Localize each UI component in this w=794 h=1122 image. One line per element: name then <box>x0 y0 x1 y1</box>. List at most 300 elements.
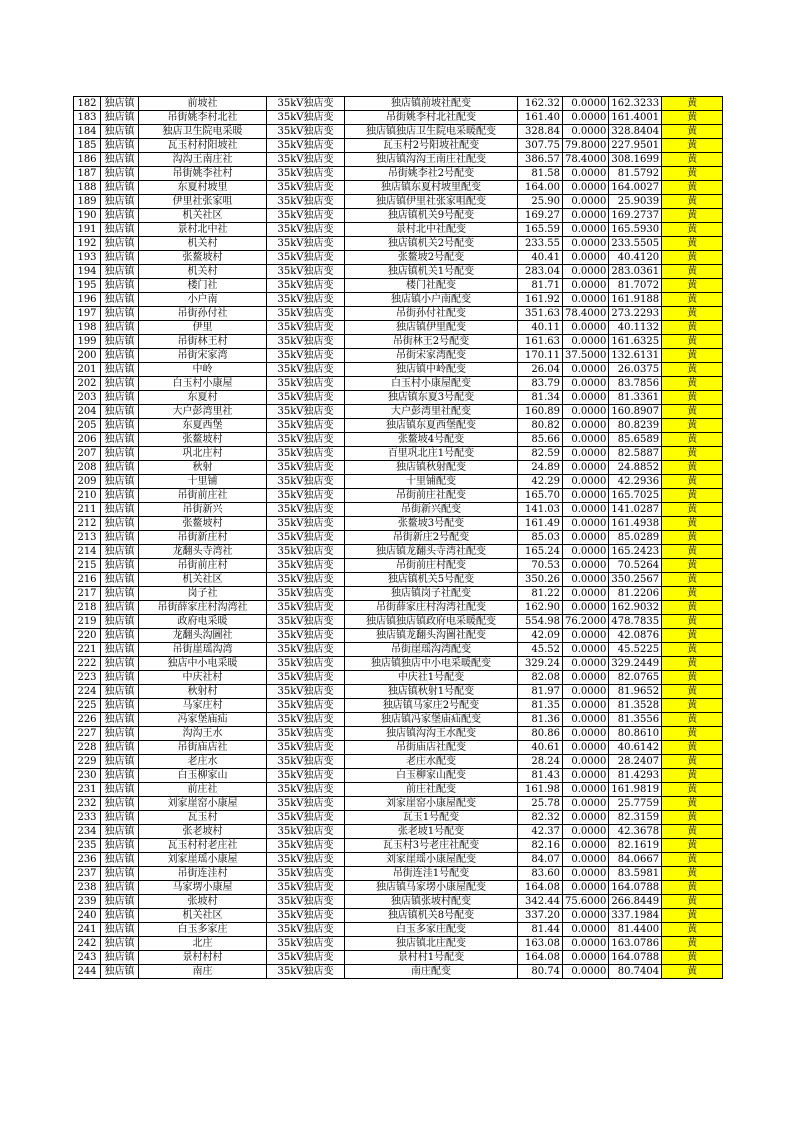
table-row <box>74 937 723 951</box>
row-number-cell: 207 <box>74 447 101 461</box>
town-cell: 独店镇 <box>101 825 139 839</box>
table-row <box>74 867 723 881</box>
substation-cell: 35kV独店变 <box>267 741 345 755</box>
value-c-cell: 84.0667 <box>609 853 662 867</box>
location-cell: 张鳌坡村 <box>139 517 267 531</box>
level-cell: 黄 <box>662 951 723 965</box>
location-cell: 伊里社张家咀 <box>139 195 267 209</box>
value-b-cell: 0.0000 <box>563 279 609 293</box>
value-c-cell: 81.3556 <box>609 713 662 727</box>
row-number-cell: 235 <box>74 839 101 853</box>
value-b-cell: 0.0000 <box>563 643 609 657</box>
substation-cell: 35kV独店变 <box>267 111 345 125</box>
substation-cell: 35kV独店变 <box>267 951 345 965</box>
table-row <box>74 895 723 909</box>
town-cell: 独店镇 <box>101 657 139 671</box>
location-cell: 南庄 <box>139 965 267 979</box>
town-cell: 独店镇 <box>101 741 139 755</box>
value-a-cell: 81.34 <box>518 391 563 405</box>
value-b-cell: 0.0000 <box>563 209 609 223</box>
transformer-cell: 独店镇独店卫生院电采暖配变 <box>345 125 518 139</box>
transformer-cell: 吊街宋家湾配变 <box>345 349 518 363</box>
substation-cell: 35kV独店变 <box>267 125 345 139</box>
row-number-cell: 191 <box>74 223 101 237</box>
table-row <box>74 853 723 867</box>
row-number-cell: 237 <box>74 867 101 881</box>
substation-cell: 35kV独店变 <box>267 559 345 573</box>
table-row <box>74 475 723 489</box>
level-cell: 黄 <box>662 195 723 209</box>
table-row <box>74 321 723 335</box>
location-cell: 老庄水 <box>139 755 267 769</box>
value-c-cell: 141.0287 <box>609 503 662 517</box>
value-b-cell: 0.0000 <box>563 559 609 573</box>
transformer-cell: 吊街前庄社配变 <box>345 489 518 503</box>
substation-cell: 35kV独店变 <box>267 699 345 713</box>
location-cell: 吊街新庄村 <box>139 531 267 545</box>
value-b-cell: 0.0000 <box>563 909 609 923</box>
value-a-cell: 161.92 <box>518 293 563 307</box>
level-cell: 黄 <box>662 307 723 321</box>
value-a-cell: 80.82 <box>518 419 563 433</box>
location-cell: 龙翻头沟圖社 <box>139 629 267 643</box>
transformer-cell: 白玉柳家山配变 <box>345 769 518 783</box>
value-a-cell: 164.08 <box>518 951 563 965</box>
substation-cell: 35kV独店变 <box>267 335 345 349</box>
table-row <box>74 153 723 167</box>
value-c-cell: 164.0027 <box>609 181 662 195</box>
table-row <box>74 951 723 965</box>
table-row <box>74 139 723 153</box>
town-cell: 独店镇 <box>101 811 139 825</box>
value-c-cell: 82.3159 <box>609 811 662 825</box>
town-cell: 独店镇 <box>101 209 139 223</box>
town-cell: 独店镇 <box>101 321 139 335</box>
transformer-cell: 吊街新庄2号配变 <box>345 531 518 545</box>
value-c-cell: 81.7072 <box>609 279 662 293</box>
value-b-cell: 0.0000 <box>563 377 609 391</box>
town-cell: 独店镇 <box>101 223 139 237</box>
substation-cell: 35kV独店变 <box>267 433 345 447</box>
substation-cell: 35kV独店变 <box>267 447 345 461</box>
location-cell: 东夏西堡 <box>139 419 267 433</box>
value-a-cell: 161.63 <box>518 335 563 349</box>
location-cell: 吊街姚李村北社 <box>139 111 267 125</box>
value-c-cell: 82.1619 <box>609 839 662 853</box>
value-a-cell: 80.74 <box>518 965 563 979</box>
location-cell: 机关社区 <box>139 909 267 923</box>
town-cell: 独店镇 <box>101 965 139 979</box>
transformer-cell: 吊街姚李村北社配变 <box>345 111 518 125</box>
level-cell: 黄 <box>662 531 723 545</box>
transformer-cell: 吊街姚李社2号配变 <box>345 167 518 181</box>
location-cell: 张鳌坡村 <box>139 433 267 447</box>
row-number-cell: 197 <box>74 307 101 321</box>
value-b-cell: 0.0000 <box>563 755 609 769</box>
value-a-cell: 164.00 <box>518 181 563 195</box>
row-number-cell: 215 <box>74 559 101 573</box>
town-cell: 独店镇 <box>101 769 139 783</box>
location-cell: 十里铺 <box>139 475 267 489</box>
location-cell: 瓦玉村村阳坡社 <box>139 139 267 153</box>
level-cell: 黄 <box>662 797 723 811</box>
town-cell: 独店镇 <box>101 447 139 461</box>
substation-cell: 35kV独店变 <box>267 153 345 167</box>
transformer-cell: 独店镇秋射1号配变 <box>345 685 518 699</box>
substation-cell: 35kV独店变 <box>267 475 345 489</box>
location-cell: 刘家崖窑小康屋 <box>139 797 267 811</box>
value-a-cell: 165.24 <box>518 545 563 559</box>
transformer-cell: 独店镇机关9号配变 <box>345 209 518 223</box>
transformer-cell: 独店镇马家庄2号配变 <box>345 699 518 713</box>
value-a-cell: 26.04 <box>518 363 563 377</box>
value-b-cell: 0.0000 <box>563 433 609 447</box>
location-cell: 机关村 <box>139 237 267 251</box>
value-c-cell: 25.7759 <box>609 797 662 811</box>
value-a-cell: 141.03 <box>518 503 563 517</box>
row-number-cell: 238 <box>74 881 101 895</box>
town-cell: 独店镇 <box>101 545 139 559</box>
value-c-cell: 160.8907 <box>609 405 662 419</box>
location-cell: 机关社区 <box>139 209 267 223</box>
value-c-cell: 82.0765 <box>609 671 662 685</box>
location-cell: 秋射村 <box>139 685 267 699</box>
table-row <box>74 405 723 419</box>
town-cell: 独店镇 <box>101 181 139 195</box>
value-c-cell: 24.8852 <box>609 461 662 475</box>
table-row <box>74 265 723 279</box>
transformer-cell: 独店镇龙翻头沟圖社配变 <box>345 629 518 643</box>
level-cell: 黄 <box>662 685 723 699</box>
substation-cell: 35kV独店变 <box>267 671 345 685</box>
transformer-cell: 独店镇东夏3号配变 <box>345 391 518 405</box>
town-cell: 独店镇 <box>101 335 139 349</box>
table-row <box>74 783 723 797</box>
value-b-cell: 78.4000 <box>563 153 609 167</box>
value-a-cell: 42.37 <box>518 825 563 839</box>
value-c-cell: 169.2737 <box>609 209 662 223</box>
level-cell: 黄 <box>662 769 723 783</box>
table-row <box>74 517 723 531</box>
table-row <box>74 167 723 181</box>
table-row <box>74 769 723 783</box>
substation-cell: 35kV独店变 <box>267 811 345 825</box>
town-cell: 独店镇 <box>101 97 139 111</box>
location-cell: 白玉多家庄 <box>139 923 267 937</box>
value-c-cell: 81.9652 <box>609 685 662 699</box>
transformer-cell: 中庆社1号配变 <box>345 671 518 685</box>
level-cell: 黄 <box>662 489 723 503</box>
row-number-cell: 205 <box>74 419 101 433</box>
substation-cell: 35kV独店变 <box>267 769 345 783</box>
transformer-cell: 独店镇小户南配变 <box>345 293 518 307</box>
level-cell: 黄 <box>662 699 723 713</box>
town-cell: 独店镇 <box>101 601 139 615</box>
transformer-cell: 张老坡1号配变 <box>345 825 518 839</box>
value-b-cell: 0.0000 <box>563 111 609 125</box>
table-row <box>74 237 723 251</box>
value-b-cell: 0.0000 <box>563 629 609 643</box>
substation-cell: 35kV独店变 <box>267 97 345 111</box>
substation-cell: 35kV独店变 <box>267 139 345 153</box>
location-cell: 吊街林王村 <box>139 335 267 349</box>
row-number-cell: 233 <box>74 811 101 825</box>
level-cell: 黄 <box>662 433 723 447</box>
location-cell: 吊街连洼村 <box>139 867 267 881</box>
town-cell: 独店镇 <box>101 573 139 587</box>
value-b-cell: 0.0000 <box>563 363 609 377</box>
table-row <box>74 909 723 923</box>
transformer-cell: 刘家崖窑小康屋配变 <box>345 797 518 811</box>
location-cell: 张坡村 <box>139 895 267 909</box>
value-a-cell: 45.52 <box>518 643 563 657</box>
level-cell: 黄 <box>662 727 723 741</box>
value-c-cell: 161.6325 <box>609 335 662 349</box>
table-row <box>74 279 723 293</box>
level-cell: 黄 <box>662 363 723 377</box>
row-number-cell: 212 <box>74 517 101 531</box>
table-row <box>74 811 723 825</box>
level-cell: 黄 <box>662 97 723 111</box>
table-row <box>74 251 723 265</box>
town-cell: 独店镇 <box>101 923 139 937</box>
level-cell: 黄 <box>662 867 723 881</box>
location-cell: 白玉柳家山 <box>139 769 267 783</box>
transformer-cell: 独店镇岗子社配变 <box>345 587 518 601</box>
value-a-cell: 81.44 <box>518 923 563 937</box>
table-row <box>74 209 723 223</box>
location-cell: 秋射 <box>139 461 267 475</box>
level-cell: 黄 <box>662 503 723 517</box>
row-number-cell: 232 <box>74 797 101 811</box>
location-cell: 前坡社 <box>139 97 267 111</box>
substation-cell: 35kV独店变 <box>267 545 345 559</box>
table-row <box>74 615 723 629</box>
value-c-cell: 81.2206 <box>609 587 662 601</box>
substation-cell: 35kV独店变 <box>267 601 345 615</box>
substation-cell: 35kV独店变 <box>267 167 345 181</box>
value-b-cell: 0.0000 <box>563 587 609 601</box>
town-cell: 独店镇 <box>101 699 139 713</box>
location-cell: 吊街孙付社 <box>139 307 267 321</box>
table-row <box>74 559 723 573</box>
level-cell: 黄 <box>662 237 723 251</box>
value-b-cell: 0.0000 <box>563 335 609 349</box>
value-c-cell: 42.3678 <box>609 825 662 839</box>
level-cell: 黄 <box>662 419 723 433</box>
level-cell: 黄 <box>662 895 723 909</box>
town-cell: 独店镇 <box>101 671 139 685</box>
row-number-cell: 185 <box>74 139 101 153</box>
row-number-cell: 231 <box>74 783 101 797</box>
value-c-cell: 40.1132 <box>609 321 662 335</box>
level-cell: 黄 <box>662 853 723 867</box>
level-cell: 黄 <box>662 335 723 349</box>
level-cell: 黄 <box>662 111 723 125</box>
location-cell: 独店中小电采暖 <box>139 657 267 671</box>
value-c-cell: 85.6589 <box>609 433 662 447</box>
table-row <box>74 377 723 391</box>
level-cell: 黄 <box>662 475 723 489</box>
town-cell: 独店镇 <box>101 405 139 419</box>
substation-cell: 35kV独店变 <box>267 209 345 223</box>
level-cell: 黄 <box>662 559 723 573</box>
town-cell: 独店镇 <box>101 125 139 139</box>
level-cell: 黄 <box>662 643 723 657</box>
value-a-cell: 161.98 <box>518 783 563 797</box>
row-number-cell: 242 <box>74 937 101 951</box>
substation-cell: 35kV独店变 <box>267 587 345 601</box>
town-cell: 独店镇 <box>101 755 139 769</box>
row-number-cell: 228 <box>74 741 101 755</box>
town-cell: 独店镇 <box>101 867 139 881</box>
table-row <box>74 601 723 615</box>
table-row <box>74 195 723 209</box>
town-cell: 独店镇 <box>101 643 139 657</box>
value-c-cell: 80.8610 <box>609 727 662 741</box>
location-cell: 巩北庄村 <box>139 447 267 461</box>
transformer-cell: 景村村1号配变 <box>345 951 518 965</box>
row-number-cell: 200 <box>74 349 101 363</box>
value-b-cell: 37.5000 <box>563 349 609 363</box>
location-cell: 吊街前庄社 <box>139 489 267 503</box>
value-c-cell: 42.2936 <box>609 475 662 489</box>
value-c-cell: 83.5981 <box>609 867 662 881</box>
level-cell: 黄 <box>662 657 723 671</box>
value-b-cell: 0.0000 <box>563 265 609 279</box>
level-cell: 黄 <box>662 125 723 139</box>
value-c-cell: 45.5225 <box>609 643 662 657</box>
row-number-cell: 213 <box>74 531 101 545</box>
value-a-cell: 81.58 <box>518 167 563 181</box>
table-row <box>74 363 723 377</box>
value-a-cell: 82.32 <box>518 811 563 825</box>
value-c-cell: 164.0788 <box>609 951 662 965</box>
table-row <box>74 433 723 447</box>
substation-cell: 35kV独店变 <box>267 853 345 867</box>
location-cell: 岗子社 <box>139 587 267 601</box>
substation-cell: 35kV独店变 <box>267 895 345 909</box>
value-c-cell: 328.8404 <box>609 125 662 139</box>
value-b-cell: 0.0000 <box>563 167 609 181</box>
location-cell: 马家塄小康屋 <box>139 881 267 895</box>
transformer-cell: 吊街崖瑶沟湾配变 <box>345 643 518 657</box>
value-b-cell: 0.0000 <box>563 237 609 251</box>
transformer-cell: 瓦玉村2号阳坡社配变 <box>345 139 518 153</box>
transformer-cell: 吊街连洼1号配变 <box>345 867 518 881</box>
transformer-cell: 吊街林王2号配变 <box>345 335 518 349</box>
table-row <box>74 657 723 671</box>
row-number-cell: 221 <box>74 643 101 657</box>
value-c-cell: 283.0361 <box>609 265 662 279</box>
value-a-cell: 161.49 <box>518 517 563 531</box>
row-number-cell: 214 <box>74 545 101 559</box>
value-a-cell: 81.22 <box>518 587 563 601</box>
transformer-cell: 独店镇冯家堡庙疝配变 <box>345 713 518 727</box>
level-cell: 黄 <box>662 517 723 531</box>
substation-cell: 35kV独店变 <box>267 965 345 979</box>
location-cell: 张鳌坡村 <box>139 251 267 265</box>
substation-cell: 35kV独店变 <box>267 629 345 643</box>
value-c-cell: 161.9188 <box>609 293 662 307</box>
transformer-cell: 瓦玉1号配变 <box>345 811 518 825</box>
value-a-cell: 554.98 <box>518 615 563 629</box>
value-c-cell: 26.0375 <box>609 363 662 377</box>
transformer-cell: 百里巩北庄1号配变 <box>345 447 518 461</box>
substation-cell: 35kV独店变 <box>267 461 345 475</box>
level-cell: 黄 <box>662 811 723 825</box>
transformer-cell: 吊街新兴配变 <box>345 503 518 517</box>
table-row <box>74 489 723 503</box>
row-number-cell: 183 <box>74 111 101 125</box>
row-number-cell: 217 <box>74 587 101 601</box>
value-a-cell: 81.71 <box>518 279 563 293</box>
level-cell: 黄 <box>662 265 723 279</box>
row-number-cell: 203 <box>74 391 101 405</box>
value-b-cell: 0.0000 <box>563 601 609 615</box>
value-b-cell: 0.0000 <box>563 419 609 433</box>
town-cell: 独店镇 <box>101 251 139 265</box>
value-c-cell: 81.5792 <box>609 167 662 181</box>
row-number-cell: 219 <box>74 615 101 629</box>
row-number-cell: 234 <box>74 825 101 839</box>
value-b-cell: 76.2000 <box>563 615 609 629</box>
value-a-cell: 25.78 <box>518 797 563 811</box>
town-cell: 独店镇 <box>101 797 139 811</box>
town-cell: 独店镇 <box>101 265 139 279</box>
level-cell: 黄 <box>662 447 723 461</box>
town-cell: 独店镇 <box>101 615 139 629</box>
transformer-cell: 独店镇机关8号配变 <box>345 909 518 923</box>
level-cell: 黄 <box>662 923 723 937</box>
town-cell: 独店镇 <box>101 937 139 951</box>
value-c-cell: 70.5264 <box>609 559 662 573</box>
level-cell: 黄 <box>662 167 723 181</box>
value-a-cell: 163.08 <box>518 937 563 951</box>
value-b-cell: 0.0000 <box>563 699 609 713</box>
town-cell: 独店镇 <box>101 853 139 867</box>
value-c-cell: 80.7404 <box>609 965 662 979</box>
value-b-cell: 0.0000 <box>563 125 609 139</box>
level-cell: 黄 <box>662 251 723 265</box>
row-number-cell: 225 <box>74 699 101 713</box>
value-a-cell: 329.24 <box>518 657 563 671</box>
level-cell: 黄 <box>662 209 723 223</box>
row-number-cell: 240 <box>74 909 101 923</box>
town-cell: 独店镇 <box>101 307 139 321</box>
table-row <box>74 713 723 727</box>
substation-cell: 35kV独店变 <box>267 391 345 405</box>
value-c-cell: 81.3361 <box>609 391 662 405</box>
table-row <box>74 727 723 741</box>
value-b-cell: 78.4000 <box>563 307 609 321</box>
value-c-cell: 233.5505 <box>609 237 662 251</box>
value-a-cell: 81.36 <box>518 713 563 727</box>
substation-cell: 35kV独店变 <box>267 825 345 839</box>
value-c-cell: 81.4293 <box>609 769 662 783</box>
value-b-cell: 0.0000 <box>563 727 609 741</box>
row-number-cell: 220 <box>74 629 101 643</box>
value-b-cell: 0.0000 <box>563 503 609 517</box>
value-b-cell: 0.0000 <box>563 251 609 265</box>
location-cell: 吊街薛家庄村沟湾社 <box>139 601 267 615</box>
level-cell: 黄 <box>662 377 723 391</box>
substation-cell: 35kV独店变 <box>267 573 345 587</box>
location-cell: 小户南 <box>139 293 267 307</box>
row-number-cell: 229 <box>74 755 101 769</box>
transformer-cell: 瓦玉村3号老庄社配变 <box>345 839 518 853</box>
value-a-cell: 233.55 <box>518 237 563 251</box>
